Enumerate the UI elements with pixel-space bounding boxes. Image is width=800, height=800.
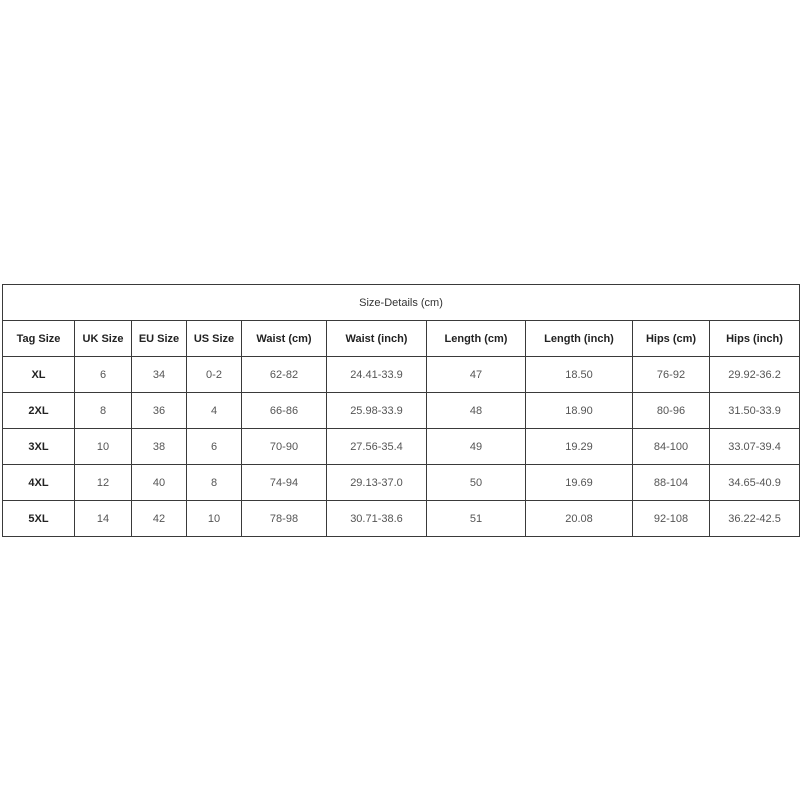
- eu-size-cell: 42: [132, 501, 187, 537]
- tag-size-cell: 5XL: [3, 501, 75, 537]
- header-waist-inch: Waist (inch): [327, 321, 427, 357]
- table-row: [3, 501, 800, 537]
- uk-size-cell: 12: [75, 465, 132, 501]
- header-hips-inch: Hips (inch): [710, 321, 800, 357]
- eu-size-cell: 40: [132, 465, 187, 501]
- waist-cm-cell: 66-86: [242, 393, 327, 429]
- waist-inch-cell: 24.41-33.9: [327, 357, 427, 393]
- header-eu-size: EU Size: [132, 321, 187, 357]
- header-uk-size: UK Size: [75, 321, 132, 357]
- hips-inch-cell: 33.07-39.4: [710, 429, 800, 465]
- hips-inch-cell: 36.22-42.5: [710, 501, 800, 537]
- hips-inch-cell: 34.65-40.9: [710, 465, 800, 501]
- length-inch-cell: 19.69: [526, 465, 633, 501]
- waist-cm-cell: 62-82: [242, 357, 327, 393]
- waist-inch-cell: 30.71-38.6: [327, 501, 427, 537]
- us-size-cell: 0-2: [187, 357, 242, 393]
- waist-cm-cell: 70-90: [242, 429, 327, 465]
- table-row: [3, 393, 800, 429]
- length-cm-cell: 50: [427, 465, 526, 501]
- header-waist-cm: Waist (cm): [242, 321, 327, 357]
- length-inch-cell: 18.50: [526, 357, 633, 393]
- hips-cm-cell: 84-100: [633, 429, 710, 465]
- hips-cm-cell: 88-104: [633, 465, 710, 501]
- hips-inch-cell: 31.50-33.9: [710, 393, 800, 429]
- header-tag-size: Tag Size: [3, 321, 75, 357]
- length-cm-cell: 49: [427, 429, 526, 465]
- length-cm-cell: 48: [427, 393, 526, 429]
- length-inch-cell: 18.90: [526, 393, 633, 429]
- tag-size-cell: 3XL: [3, 429, 75, 465]
- waist-cm-cell: 74-94: [242, 465, 327, 501]
- us-size-cell: 4: [187, 393, 242, 429]
- us-size-cell: 8: [187, 465, 242, 501]
- us-size-cell: 10: [187, 501, 242, 537]
- tag-size-cell: 4XL: [3, 465, 75, 501]
- waist-inch-cell: 29.13-37.0: [327, 465, 427, 501]
- length-inch-cell: 20.08: [526, 501, 633, 537]
- waist-inch-cell: 27.56-35.4: [327, 429, 427, 465]
- length-cm-cell: 47: [427, 357, 526, 393]
- us-size-cell: 6: [187, 429, 242, 465]
- length-inch-cell: 19.29: [526, 429, 633, 465]
- size-chart-table: [2, 284, 800, 537]
- hips-cm-cell: 80-96: [633, 393, 710, 429]
- length-cm-cell: 51: [427, 501, 526, 537]
- waist-inch-cell: 25.98-33.9: [327, 393, 427, 429]
- table-row: [3, 357, 800, 393]
- header-us-size: US Size: [187, 321, 242, 357]
- header-length-inch: Length (inch): [526, 321, 633, 357]
- eu-size-cell: 36: [132, 393, 187, 429]
- header-length-cm: Length (cm): [427, 321, 526, 357]
- table-header-row: [3, 321, 800, 357]
- waist-cm-cell: 78-98: [242, 501, 327, 537]
- hips-cm-cell: 92-108: [633, 501, 710, 537]
- uk-size-cell: 14: [75, 501, 132, 537]
- tag-size-cell: 2XL: [3, 393, 75, 429]
- table-row: [3, 465, 800, 501]
- uk-size-cell: 10: [75, 429, 132, 465]
- table-row: [3, 429, 800, 465]
- header-hips-cm: Hips (cm): [633, 321, 710, 357]
- hips-cm-cell: 76-92: [633, 357, 710, 393]
- table-title: Size-Details (cm): [3, 285, 800, 321]
- eu-size-cell: 38: [132, 429, 187, 465]
- table-title-row: [3, 285, 800, 321]
- uk-size-cell: 8: [75, 393, 132, 429]
- tag-size-cell: XL: [3, 357, 75, 393]
- hips-inch-cell: 29.92-36.2: [710, 357, 800, 393]
- eu-size-cell: 34: [132, 357, 187, 393]
- uk-size-cell: 6: [75, 357, 132, 393]
